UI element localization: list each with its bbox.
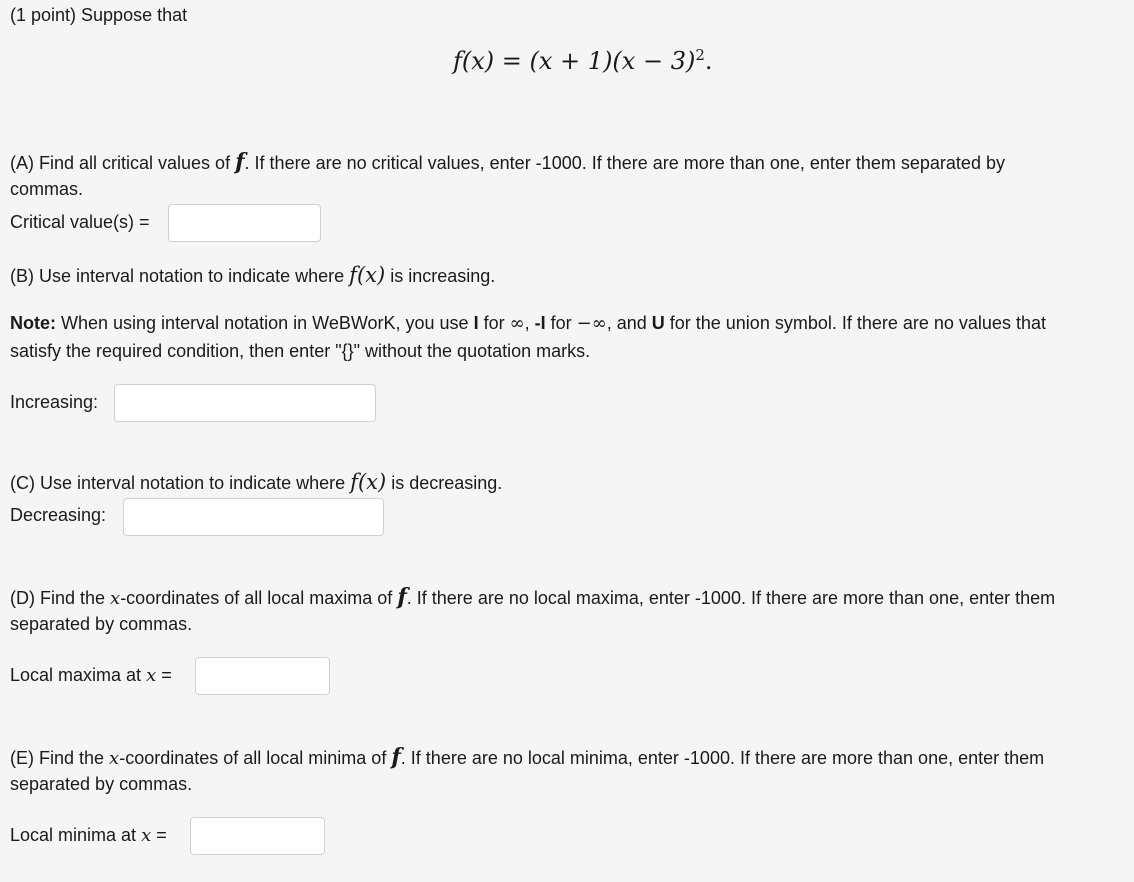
note-text: , and bbox=[606, 313, 652, 333]
function-exponent: 2 bbox=[695, 46, 705, 64]
x-variable: x bbox=[109, 748, 120, 769]
part-c-text-cont: is decreasing. bbox=[386, 473, 503, 493]
x-variable: x bbox=[141, 825, 152, 846]
union-code: U bbox=[651, 313, 665, 333]
equals-sign: = bbox=[151, 825, 167, 845]
part-e-question-line2: separated by commas. bbox=[10, 774, 193, 794]
part-b-question bbox=[10, 264, 495, 287]
part-d-question bbox=[10, 586, 1055, 610]
increasing-label: Increasing: bbox=[10, 392, 99, 412]
equals-sign: = bbox=[156, 665, 172, 685]
note-text: When using interval notation in WeBWorK, you use bbox=[56, 313, 474, 333]
f-symbol: f bbox=[391, 744, 401, 770]
x-variable: x bbox=[110, 588, 121, 609]
note-text: for the union symbol. If there are no values that bbox=[664, 313, 1046, 333]
local-maxima-label bbox=[10, 664, 172, 687]
x-variable: x bbox=[146, 665, 157, 686]
problem-header: (1 point) Suppose that bbox=[10, 5, 188, 25]
decreasing-input[interactable] bbox=[123, 498, 384, 536]
part-e-text-mid: -coordinates of all local minima of bbox=[119, 748, 392, 768]
interval-note-line2: satisfy the required condition, then enter "{}" without the quotation marks. bbox=[10, 341, 591, 361]
part-b-text-cont: is increasing. bbox=[385, 266, 496, 286]
local-minima-label-text: Local minima at bbox=[10, 825, 142, 845]
note-text: for bbox=[545, 313, 577, 333]
part-d-question-line2: separated by commas. bbox=[10, 614, 193, 634]
note-text: , bbox=[524, 313, 535, 333]
f-symbol: f bbox=[235, 149, 245, 175]
infinity-symbol: ∞ bbox=[509, 313, 525, 334]
function-rhs: (x + 1)(x − 3) bbox=[529, 47, 696, 75]
f-symbol: f bbox=[397, 584, 407, 610]
part-a-question-line2: commas. bbox=[10, 179, 84, 199]
part-c-text: (C) Use interval notation to indicate where bbox=[10, 473, 351, 493]
function-equals: = bbox=[494, 47, 530, 75]
neg-infinity-code: -I bbox=[534, 313, 546, 333]
function-lhs: f(x) bbox=[453, 47, 495, 75]
part-e-question bbox=[10, 746, 1044, 770]
part-a-text: (A) Find all critical values of bbox=[10, 153, 236, 173]
interval-note bbox=[10, 312, 1046, 335]
fx-symbol: f(x) bbox=[350, 470, 387, 494]
critical-values-input[interactable] bbox=[168, 204, 321, 242]
part-e-text: (E) Find the bbox=[10, 748, 110, 768]
function-equation bbox=[453, 46, 713, 76]
part-e-text-cont: . If there are no local minima, enter -1000. If there are more than one, enter them bbox=[400, 748, 1045, 768]
local-minima-input[interactable] bbox=[190, 817, 325, 855]
part-c-question bbox=[10, 471, 502, 494]
decreasing-label: Decreasing: bbox=[10, 505, 107, 525]
note-text: for bbox=[478, 313, 510, 333]
neg-infinity-symbol: −∞ bbox=[576, 313, 607, 334]
infinity-code: I bbox=[473, 313, 479, 333]
note-label: Note: bbox=[10, 313, 56, 333]
critical-values-label: Critical value(s) = bbox=[10, 212, 150, 232]
fx-symbol: f(x) bbox=[349, 263, 386, 287]
part-d-text-cont: . If there are no local maxima, enter -1000. If there are more than one, enter them bbox=[406, 588, 1056, 608]
part-a-text-cont: . If there are no critical values, enter -1000. If there are more than one, enter them separated by bbox=[244, 153, 1005, 173]
part-b-text: (B) Use interval notation to indicate where bbox=[10, 266, 350, 286]
increasing-input[interactable] bbox=[114, 384, 376, 422]
part-d-text: (D) Find the bbox=[10, 588, 111, 608]
part-d-text-mid: -coordinates of all local maxima of bbox=[120, 588, 398, 608]
part-a-question bbox=[10, 151, 1005, 174]
local-minima-label bbox=[10, 824, 167, 847]
function-period: . bbox=[704, 47, 713, 75]
local-maxima-label-text: Local maxima at bbox=[10, 665, 147, 685]
local-maxima-input[interactable] bbox=[195, 657, 330, 695]
